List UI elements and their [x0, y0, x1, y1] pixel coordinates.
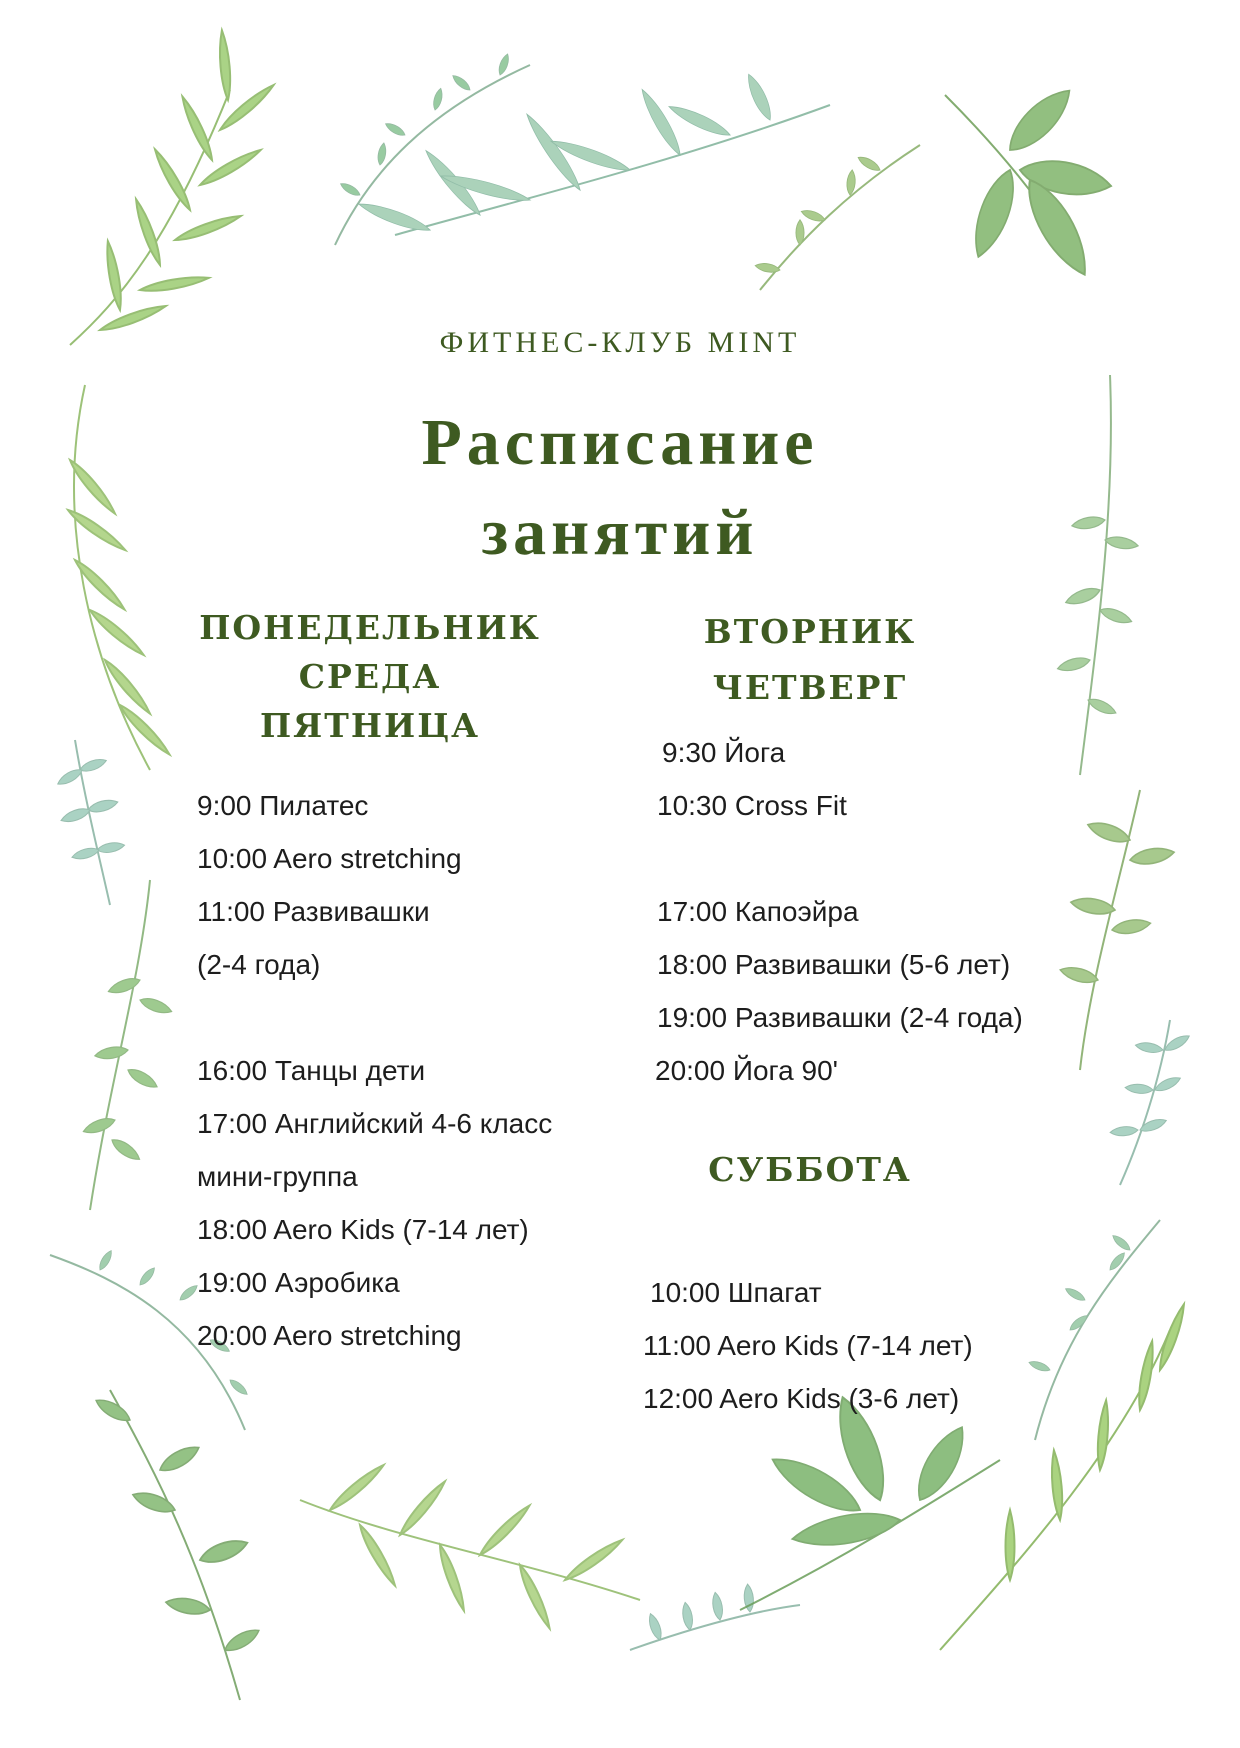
- schedule-item: 17:00 Английский 4-6 класс: [197, 1108, 553, 1139]
- schedule-item: 12:00 Aero Kids (3-6 лет): [643, 1383, 960, 1414]
- day-heading-friday: ПЯТНИЦА: [260, 706, 480, 745]
- schedule-item: 10:00 Aero stretching: [197, 843, 462, 874]
- leaf-cluster-bottom-right: [740, 1392, 1000, 1610]
- page-title-line-1: Расписание: [421, 406, 819, 479]
- schedule-item: 18:00 Развивашки (5-6 лет): [657, 949, 1011, 980]
- leaf-cluster-top-right: [945, 81, 1114, 282]
- leaf-sprig-top-right: [754, 145, 920, 290]
- leaf-branch-bottom: [300, 1462, 640, 1631]
- club-name: ФИТНЕС-КЛУБ MINT: [439, 326, 801, 359]
- fern-bottom-small: [630, 1584, 800, 1650]
- schedule-item: мини-группа: [197, 1161, 358, 1192]
- page-title-line-2: занятий: [481, 496, 759, 569]
- leaf-sprig-top: [335, 53, 530, 245]
- leaf-branch-left-mid: [82, 880, 174, 1210]
- schedule-item: 19:00 Развивашки (2-4 года): [657, 1002, 1023, 1033]
- schedule-item: 18:00 Aero Kids (7-14 лет): [197, 1214, 529, 1245]
- leaf-branch-right-mid: [1059, 790, 1176, 1070]
- fern-frond-top: [357, 72, 830, 236]
- schedule-item: 9:00 Пилатес: [197, 790, 369, 821]
- day-heading-saturday: СУББОТА: [708, 1150, 912, 1189]
- schedule-item: 17:00 Капоэйра: [657, 896, 859, 927]
- schedule-item: 20:00 Йога 90': [655, 1055, 838, 1086]
- day-heading-monday: ПОНЕДЕЛЬНИК: [199, 608, 541, 647]
- schedule-item: 10:00 Шпагат: [650, 1277, 822, 1308]
- leaf-branch-top-left: [70, 30, 277, 345]
- day-heading-wednesday: СРЕДА: [298, 657, 442, 696]
- schedule-item: 11:00 Aero Kids (7-14 лет): [643, 1330, 973, 1361]
- fern-right-small: [1110, 1020, 1192, 1185]
- schedule-item: 20:00 Aero stretching: [197, 1320, 462, 1351]
- leaf-cluster-bottom-left: [93, 1390, 262, 1700]
- schedule-item: 19:00 Аэробика: [197, 1267, 400, 1298]
- schedule-item: 11:00 Развивашки: [197, 896, 430, 927]
- schedule-item: 10:30 Cross Fit: [657, 790, 847, 821]
- schedule-item: (2-4 года): [197, 949, 321, 980]
- fern-left-small: [56, 740, 126, 905]
- day-heading-tuesday: ВТОРНИК: [703, 612, 917, 651]
- day-heading-thursday: ЧЕТВЕРГ: [712, 668, 908, 707]
- schedule-item: 9:30 Йога: [662, 737, 786, 768]
- schedule-item: 16:00 Танцы дети: [197, 1055, 426, 1086]
- leaf-branch-bottom-right: [940, 1303, 1188, 1650]
